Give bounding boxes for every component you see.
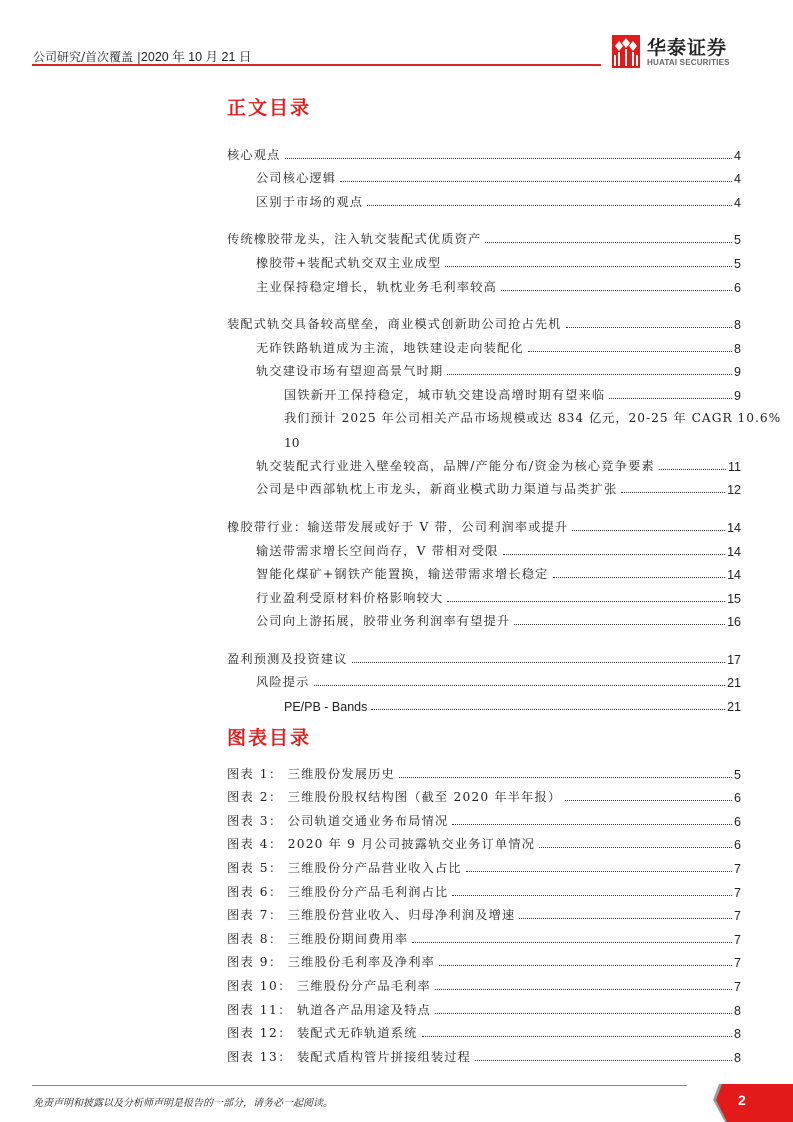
toc-item-page: 9 xyxy=(734,365,741,380)
toc-item[interactable] xyxy=(227,163,741,187)
toc-item[interactable] xyxy=(227,690,741,714)
toc-item-label: 风险提示 xyxy=(256,675,310,690)
figure-item[interactable] xyxy=(227,923,741,947)
figure-prefix: 图表 11： xyxy=(227,1002,292,1017)
figure-label: 三维股份股权结构图（截至 2020 年半年报） xyxy=(287,790,562,805)
figure-label: 三维股份分产品毛利率 xyxy=(297,978,431,993)
toc-item-page: 17 xyxy=(727,652,741,667)
dot-leader xyxy=(565,799,732,801)
toc-item-label: 轨交装配式行业进入壁垒较高，品牌/产能分布/资金为核心竞争要素 xyxy=(256,458,655,473)
figure-page: 7 xyxy=(734,932,741,947)
figure-item[interactable] xyxy=(227,782,741,806)
huatai-logo xyxy=(612,33,762,73)
dot-leader xyxy=(447,373,732,375)
report-category: 公司研究/首次覆盖 xyxy=(33,50,134,64)
dot-leader xyxy=(514,623,725,625)
toc-item[interactable] xyxy=(227,511,741,535)
toc-item[interactable] xyxy=(227,309,741,333)
dot-leader xyxy=(501,289,732,291)
figure-item[interactable] xyxy=(227,970,741,994)
dot-leader xyxy=(422,1035,733,1037)
toc-item-page: 8 xyxy=(734,341,741,356)
dot-leader xyxy=(447,600,725,602)
toc-item-label: 橡胶带+装配式轨交双主业成型 xyxy=(256,255,442,270)
logo-name-cn: 华泰证券 xyxy=(647,37,728,59)
dot-leader xyxy=(503,553,725,555)
figure-page: 7 xyxy=(734,909,741,924)
figure-page: 6 xyxy=(734,838,741,853)
dot-leader xyxy=(371,708,725,710)
dot-leader xyxy=(572,529,725,531)
toc-item-page: 4 xyxy=(734,195,741,210)
figure-label: 轨道各产品用途及特点 xyxy=(297,1002,431,1017)
figure-label: 三维股份发展历史 xyxy=(287,766,395,781)
toc-title: 正文目录 xyxy=(227,97,312,119)
toc-item-label: 公司核心逻辑 xyxy=(256,171,337,186)
figure-item[interactable] xyxy=(227,1041,741,1065)
toc-item[interactable] xyxy=(227,139,741,163)
toc-item[interactable] xyxy=(227,247,741,271)
figure-prefix: 图表 5： xyxy=(227,860,283,875)
dot-leader xyxy=(435,988,732,990)
toc-item-page: 21 xyxy=(727,676,741,691)
toc-item-label: 装配式轨交具备较高壁垒，商业模式创新助公司抢占先机 xyxy=(227,317,562,332)
dot-leader xyxy=(485,241,732,243)
dot-leader xyxy=(621,491,725,493)
figure-item[interactable] xyxy=(227,1018,741,1042)
figure-prefix: 图表 7： xyxy=(227,908,283,923)
figure-prefix: 图表 9： xyxy=(227,955,283,970)
figure-item[interactable] xyxy=(227,758,741,782)
dot-leader xyxy=(399,776,732,778)
toc-item-label: 核心观点 xyxy=(227,147,281,162)
figure-prefix: 图表 1： xyxy=(227,766,283,781)
toc-item[interactable] xyxy=(227,271,741,295)
figure-page: 8 xyxy=(734,1050,741,1065)
figure-page: 8 xyxy=(734,1003,741,1018)
dot-leader xyxy=(352,661,726,663)
figure-item[interactable] xyxy=(227,876,741,900)
footer-divider xyxy=(32,1085,687,1086)
figure-item[interactable] xyxy=(227,829,741,853)
figure-page: 7 xyxy=(734,885,741,900)
toc-item-page: 14 xyxy=(727,544,741,559)
page-number-tab xyxy=(705,1084,793,1122)
figure-label: 三维股份分产品毛利润占比 xyxy=(287,884,449,899)
toc-item[interactable] xyxy=(227,667,741,691)
figure-prefix: 图表 3： xyxy=(227,813,283,828)
toc-item[interactable] xyxy=(227,559,741,583)
figure-prefix: 图表 2： xyxy=(227,790,283,805)
toc-item-label: 盈利预测及投资建议 xyxy=(227,651,348,666)
dot-leader xyxy=(609,397,732,399)
figure-page: 7 xyxy=(734,979,741,994)
toc-item[interactable] xyxy=(227,379,741,403)
disclaimer-text: 免责声明和披露以及分析师声明是报告的一部分，请务必一起阅读。 xyxy=(33,1098,333,1109)
toc-item-page: 5 xyxy=(734,233,741,248)
toc-item-label: 轨交建设市场有望迎高景气时期 xyxy=(256,364,444,379)
figure-label: 三维股份毛利率及净利率 xyxy=(287,955,436,970)
toc-item[interactable] xyxy=(227,403,782,451)
dot-leader xyxy=(539,846,732,848)
report-date: 2020 年 10 月 21 日 xyxy=(140,50,252,64)
toc-item-label: 传统橡胶带龙头，注入轨交装配式优质资产 xyxy=(227,232,482,247)
dot-leader xyxy=(314,684,726,686)
toc-item-label: 无砟铁路轨道成为主流，地铁建设走向装配化 xyxy=(256,340,524,355)
header-separator: | xyxy=(136,50,141,64)
toc-item-label: 橡胶带行业：输送带发展或好于 V 带，公司利润率或提升 xyxy=(227,519,569,534)
figure-label: 三维股份营业收入、归母净利润及增速 xyxy=(287,908,516,923)
list-of-figures xyxy=(227,758,741,1065)
dot-leader xyxy=(452,823,732,825)
figure-prefix: 图表 8： xyxy=(227,931,283,946)
toc-item[interactable] xyxy=(227,332,741,356)
figure-page: 8 xyxy=(734,1027,741,1042)
report-category-date xyxy=(33,47,251,65)
figure-page: 5 xyxy=(734,767,741,782)
dot-leader xyxy=(528,350,732,352)
table-of-contents xyxy=(227,139,782,715)
header-divider xyxy=(32,64,601,66)
toc-item[interactable] xyxy=(227,224,741,248)
dot-leader xyxy=(445,265,732,267)
toc-item-page: 5 xyxy=(734,256,741,271)
figure-label: 装配式盾构管片拼接组装过程 xyxy=(297,1049,472,1064)
figure-page: 6 xyxy=(734,791,741,806)
figure-item[interactable] xyxy=(227,994,741,1018)
toc-item-page: 12 xyxy=(727,483,741,498)
toc-item-page: 10 xyxy=(284,436,300,451)
dot-leader xyxy=(340,180,732,182)
toc-item-label: 公司是中西部轨枕上市龙头，新商业模式助力渠道与品类扩张 xyxy=(256,482,618,497)
toc-item-label: 智能化煤矿+钢铁产能置换，输送带需求增长稳定 xyxy=(256,567,549,582)
dot-leader xyxy=(452,894,732,896)
figure-label: 三维股份分产品营业收入占比 xyxy=(287,860,462,875)
toc-item-label: 国铁新开工保持稳定，城市轨交建设高增时期有望来临 xyxy=(284,387,606,402)
figure-label: 2020 年 9 月公司披露轨交业务订单情况 xyxy=(287,837,536,852)
toc-item-page: 16 xyxy=(727,615,741,630)
dot-leader xyxy=(439,964,732,966)
figure-page: 6 xyxy=(734,814,741,829)
dot-leader xyxy=(466,870,732,872)
toc-item-label: 公司向上游拓展，胶带业务利润率有望提升 xyxy=(256,614,511,629)
dot-leader xyxy=(659,468,726,470)
toc-item-page: 4 xyxy=(734,172,741,187)
toc-item[interactable] xyxy=(227,582,741,606)
toc-item-page: 11 xyxy=(728,459,741,474)
figure-label: 装配式无砟轨道系统 xyxy=(297,1026,418,1041)
figure-prefix: 图表 13： xyxy=(227,1049,292,1064)
figure-item[interactable] xyxy=(227,805,741,829)
toc-item[interactable] xyxy=(227,535,741,559)
toc-item-label: 我们预计 2025 年公司相关产品市场规模或达 834 亿元，20-25 年 CAGR 10.6% xyxy=(284,410,782,425)
dot-leader xyxy=(367,204,732,206)
figure-page: 7 xyxy=(734,861,741,876)
toc-item-label: 行业盈利受原材料价格影响较大 xyxy=(256,590,444,605)
dot-leader xyxy=(435,1012,732,1014)
figure-label: 三维股份期间费用率 xyxy=(287,931,409,946)
dot-leader xyxy=(519,917,732,919)
toc-item-page: 14 xyxy=(727,568,741,583)
toc-item[interactable] xyxy=(227,450,741,474)
toc-item-page: 9 xyxy=(734,388,741,403)
toc-item-page: 8 xyxy=(734,318,741,333)
figure-item[interactable] xyxy=(227,947,741,971)
figure-item[interactable] xyxy=(227,900,741,924)
toc-item-page: 4 xyxy=(734,148,741,163)
toc-item-label: 主业保持稳定增长，轨枕业务毛利率较高 xyxy=(256,279,497,294)
toc-item-page: 15 xyxy=(727,591,741,606)
toc-item[interactable] xyxy=(227,474,741,498)
toc-item-label: 输送带需求增长空间尚存，V 带相对受限 xyxy=(256,543,499,558)
toc-item[interactable] xyxy=(227,606,741,630)
toc-item-label: PE/PB - Bands xyxy=(284,700,368,715)
dot-leader xyxy=(475,1059,732,1061)
figure-prefix: 图表 12： xyxy=(227,1026,292,1041)
toc-item-page: 14 xyxy=(727,520,741,535)
toc-item[interactable] xyxy=(227,643,741,667)
figure-item[interactable] xyxy=(227,852,741,876)
logo-name-en: HUATAI SECURITIES xyxy=(647,58,730,67)
figure-page: 7 xyxy=(734,956,741,971)
huatai-logo-icon xyxy=(612,35,640,68)
figure-label: 公司轨道交通业务布局情况 xyxy=(287,813,449,828)
toc-item-label: 区别于市场的观点 xyxy=(256,194,364,209)
toc-item-page: 6 xyxy=(734,280,741,295)
figure-prefix: 图表 10： xyxy=(227,978,292,993)
dot-leader xyxy=(553,576,726,578)
toc-item-page: 21 xyxy=(727,700,741,715)
figure-prefix: 图表 6： xyxy=(227,884,283,899)
figures-title: 图表目录 xyxy=(227,727,312,749)
dot-leader xyxy=(412,941,732,943)
page-number: 2 xyxy=(738,1092,746,1108)
toc-item[interactable] xyxy=(227,186,741,210)
figure-prefix: 图表 4： xyxy=(227,837,283,852)
toc-item[interactable] xyxy=(227,356,741,380)
dot-leader xyxy=(566,326,732,328)
dot-leader xyxy=(285,157,732,159)
